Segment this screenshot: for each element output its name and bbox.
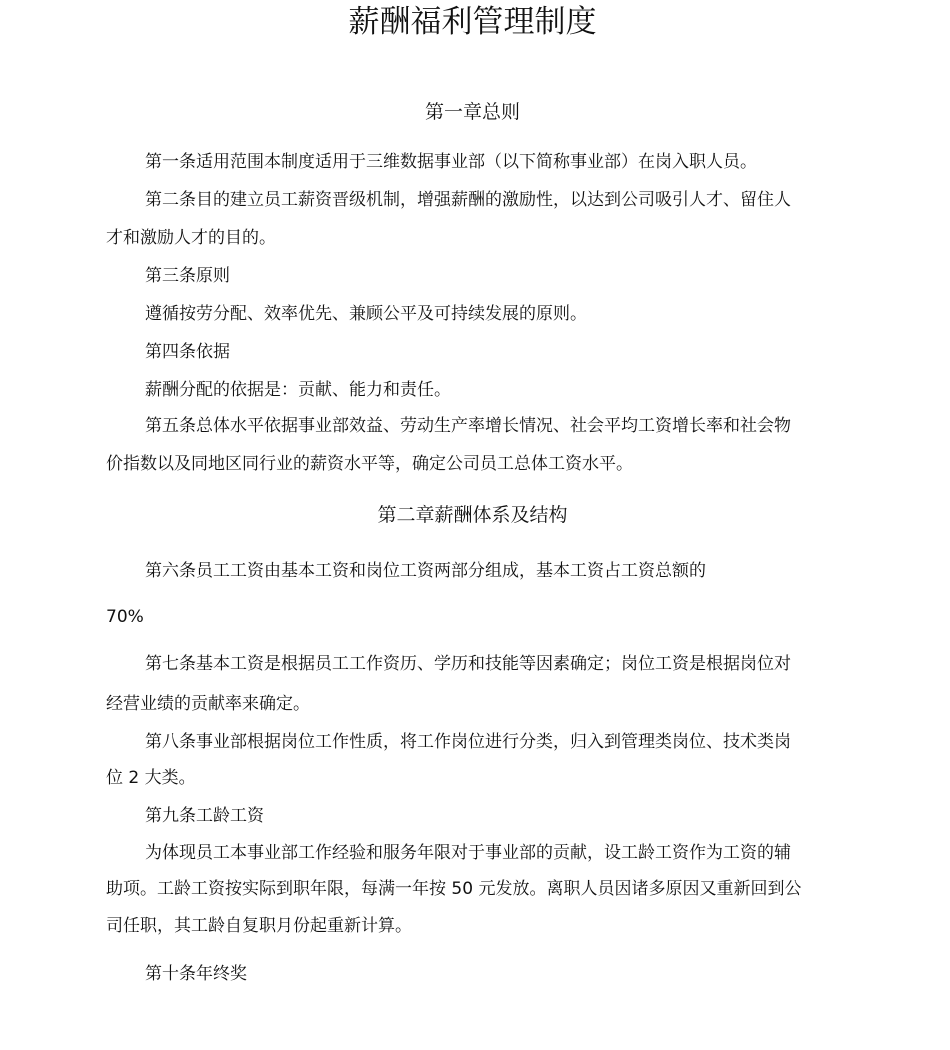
document-title: 薪酬福利管理制度 xyxy=(348,4,597,40)
article-8-line-1: 第八条事业部根据岗位工作性质，将工作岗位进行分类，归入到管理类岗位、技术类岗 xyxy=(145,732,791,752)
article-9-line-1: 为体现员工本事业部工作经验和服务年限对于事业部的贡献，设工龄工资作为工资的辅 xyxy=(145,843,791,863)
article-2-line-2: 才和激励人才的目的。 xyxy=(106,228,276,248)
article-7-line-2: 经营业绩的贡献率来确定。 xyxy=(106,694,310,714)
article-4-text: 薪酬分配的依据是：贡献、能力和责任。 xyxy=(145,380,451,400)
article-4-heading: 第四条依据 xyxy=(145,342,230,362)
article-9-line-2: 助项。工龄工资按实际到职年限，每满一年按 50 元发放。离职人员因诸多原因又重新回到公 xyxy=(106,879,802,899)
chapter-1-title: 第一章总则 xyxy=(424,101,520,123)
article-9-line-3: 司任职，其工龄自复职月份起重新计算。 xyxy=(106,916,412,936)
article-3-heading: 第三条原则 xyxy=(145,266,230,286)
article-6-text: 第六条员工工资由基本工资和岗位工资两部分组成，基本工资占工资总额的 xyxy=(145,561,706,581)
article-9-heading: 第九条工龄工资 xyxy=(145,806,264,826)
article-7-line-1: 第七条基本工资是根据员工工作资历、学历和技能等因素确定；岗位工资是根据岗位对 xyxy=(145,654,791,674)
article-6-percentage: 70% xyxy=(106,607,144,627)
article-5-line-2: 价指数以及同地区同行业的薪资水平等，确定公司员工总体工资水平。 xyxy=(106,454,633,474)
article-2-line-1: 第二条目的建立员工薪资晋级机制，增强薪酬的激励性，以达到公司吸引人才、留住人 xyxy=(145,190,791,210)
article-5-line-1: 第五条总体水平依据事业部效益、劳动生产率增长情况、社会平均工资增长率和社会物 xyxy=(145,416,791,436)
article-10-heading: 第十条年终奖 xyxy=(145,964,247,984)
article-1-text: 第一条适用范围本制度适用于三维数据事业部（以下简称事业部）在岗入职人员。 xyxy=(145,152,757,172)
article-3-text: 遵循按劳分配、效率优先、兼顾公平及可持续发展的原则。 xyxy=(145,304,587,324)
article-8-line-2: 位 2 大类。 xyxy=(106,768,196,788)
chapter-2-title: 第二章薪酬体系及结构 xyxy=(377,504,568,526)
